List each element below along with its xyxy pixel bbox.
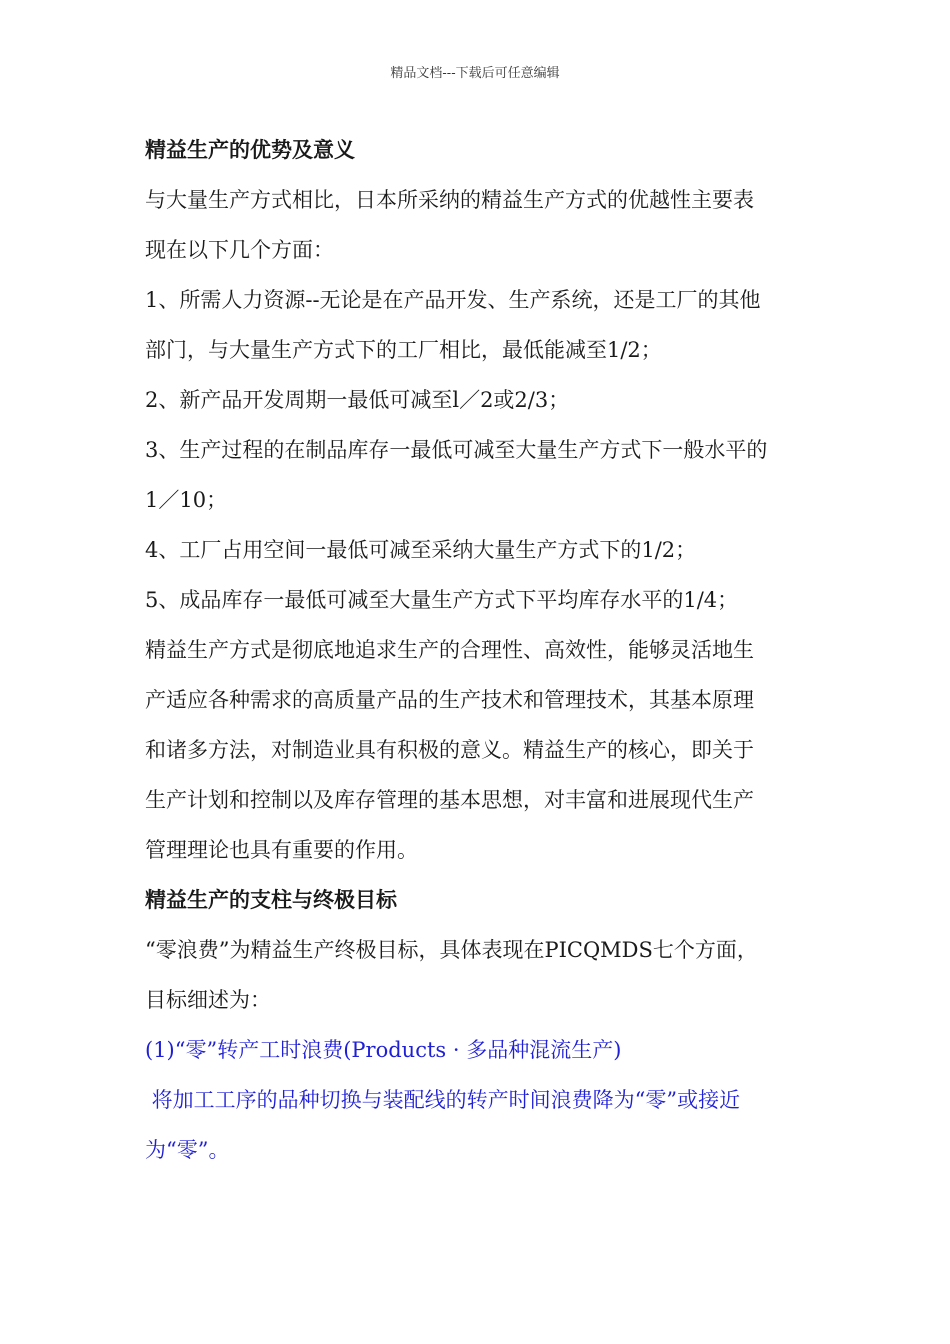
list-item-2: 2、新产品开发周期一最低可减至l／2或2/3； bbox=[145, 388, 570, 412]
paragraph-line: 和诸多方法，对制造业具有积极的意义。精益生产的核心，即关于 bbox=[145, 738, 754, 762]
paragraph-line: “零浪费”为精益生产终极目标，具体表现在PICQMDS七个方面， bbox=[145, 938, 758, 962]
paragraph-line: 目标细述为： bbox=[145, 988, 271, 1012]
goal-item-description-continued: 为“零”。 bbox=[145, 1138, 230, 1162]
paragraph-line: 生产计划和控制以及库存管理的基本思想，对丰富和进展现代生产 bbox=[145, 788, 754, 812]
paragraph-line: 产适应各种需求的高质量产品的生产技术和管理技术，其基本原理 bbox=[145, 688, 754, 712]
page-header: 精品文档---下载后可任意编辑 bbox=[390, 66, 560, 81]
goal-item-heading: (1)“零”转产工时浪费(Products · 多品种混流生产) bbox=[145, 1038, 622, 1062]
section-heading-advantages: 精益生产的优势及意义 bbox=[145, 137, 355, 162]
list-item-5: 5、成品库存一最低可减至大量生产方式下平均库存水平的1/4； bbox=[145, 588, 739, 612]
list-item-3-continued: 1／10； bbox=[145, 488, 228, 512]
paragraph-line: 现在以下几个方面： bbox=[145, 238, 334, 262]
paragraph-line: 精益生产方式是彻底地追求生产的合理性、高效性，能够灵活地生 bbox=[145, 638, 754, 662]
section-heading-pillars: 精益生产的支柱与终极目标 bbox=[145, 887, 397, 912]
goal-item-description: 将加工工序的品种切换与装配线的转产时间浪费降为“零”或接近 bbox=[145, 1088, 741, 1112]
paragraph-line: 与大量生产方式相比，日本所采纳的精益生产方式的优越性主要表 bbox=[145, 188, 754, 212]
paragraph-line: 管理理论也具有重要的作用。 bbox=[145, 838, 418, 862]
list-item-1-continued: 部门，与大量生产方式下的工厂相比，最低能减至1/2； bbox=[145, 338, 662, 362]
list-item-3: 3、生产过程的在制品库存一最低可减至大量生产方式下一般水平的 bbox=[145, 438, 768, 462]
list-item-4: 4、工厂占用空间一最低可减至采纳大量生产方式下的1/2； bbox=[145, 538, 697, 562]
list-item-1: 1、所需人力资源--无论是在产品开发、生产系统，还是工厂的其他 bbox=[145, 288, 761, 312]
document-body bbox=[145, 125, 815, 1175]
